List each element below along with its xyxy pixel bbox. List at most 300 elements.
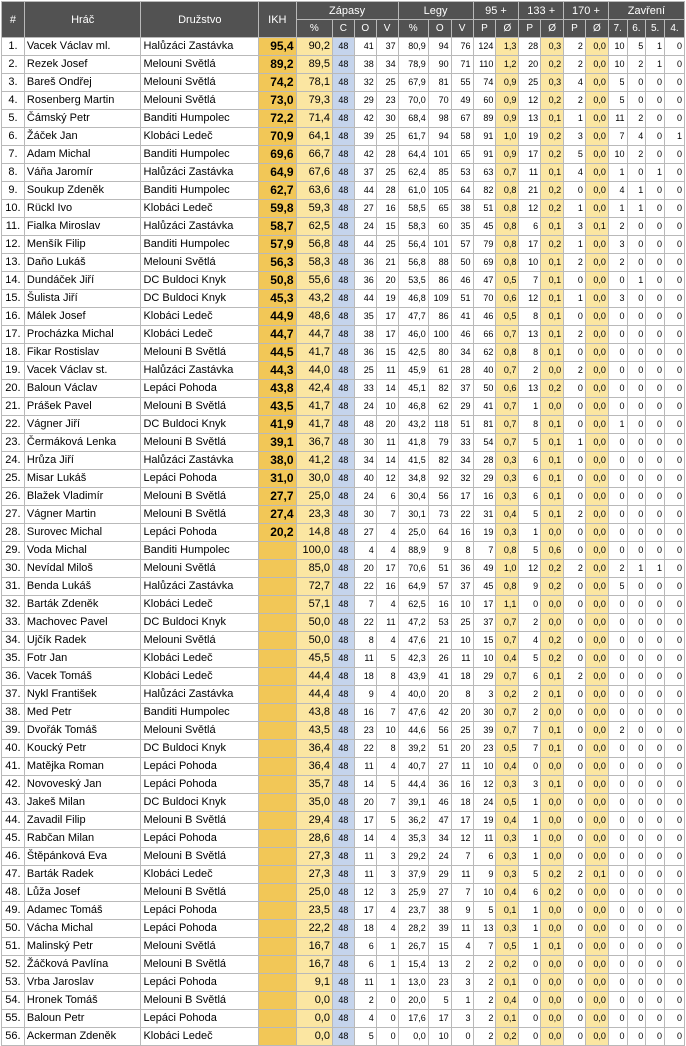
close4-cell: 0 bbox=[665, 560, 685, 578]
close4-cell: 0 bbox=[665, 434, 685, 452]
match-o-cell: 9 bbox=[354, 686, 376, 704]
s170-avg-cell: 0,0 bbox=[585, 38, 608, 56]
table-row[interactable] bbox=[2, 398, 685, 416]
rank-cell: 16. bbox=[2, 308, 25, 326]
rank-cell: 5. bbox=[2, 110, 25, 128]
match-v-cell: 37 bbox=[376, 38, 398, 56]
match-o-cell: 8 bbox=[354, 632, 376, 650]
close7-cell: 0 bbox=[608, 776, 627, 794]
subheader-cell[interactable]: P bbox=[519, 20, 541, 38]
leg-pct-cell: 36,2 bbox=[398, 812, 428, 830]
match-pct-cell: 16,7 bbox=[296, 938, 332, 956]
subheader-cell[interactable]: 7. bbox=[608, 20, 627, 38]
close4-cell: 0 bbox=[665, 758, 685, 776]
close6-cell: 1 bbox=[627, 200, 646, 218]
s95-avg-cell: 0,7 bbox=[496, 416, 519, 434]
s170-p-cell: 0 bbox=[564, 398, 586, 416]
team-cell: Melouni B Světlá bbox=[141, 398, 259, 416]
close7-cell: 2 bbox=[608, 722, 627, 740]
subheader-cell[interactable]: Ø bbox=[496, 20, 519, 38]
table-row[interactable] bbox=[2, 200, 685, 218]
s95-avg-cell: 0,5 bbox=[496, 740, 519, 758]
team-cell: Melouni B Světlá bbox=[141, 488, 259, 506]
leg-v-cell: 37 bbox=[451, 578, 473, 596]
close4-cell: 0 bbox=[665, 614, 685, 632]
table-row[interactable] bbox=[2, 830, 685, 848]
leg-pct-cell: 64,4 bbox=[398, 146, 428, 164]
match-c-cell: 48 bbox=[332, 308, 354, 326]
close7-cell: 0 bbox=[608, 740, 627, 758]
table-row[interactable] bbox=[2, 974, 685, 992]
table-row[interactable] bbox=[2, 542, 685, 560]
player-cell: Čámský Petr bbox=[24, 110, 141, 128]
close6-cell: 0 bbox=[627, 758, 646, 776]
s95-avg-cell: 0,8 bbox=[496, 578, 519, 596]
table-row[interactable] bbox=[2, 416, 685, 434]
s133-avg-cell: 0,0 bbox=[541, 974, 564, 992]
table-row[interactable] bbox=[2, 344, 685, 362]
match-o-cell: 2 bbox=[354, 992, 376, 1010]
close6-cell: 0 bbox=[627, 416, 646, 434]
table-row[interactable] bbox=[2, 776, 685, 794]
leg-v-cell: 34 bbox=[451, 344, 473, 362]
col-ikh-header[interactable]: IKH bbox=[259, 2, 296, 38]
match-o-cell: 18 bbox=[354, 668, 376, 686]
col-player-header[interactable]: Hráč bbox=[24, 2, 141, 38]
s95-avg-cell: 0,3 bbox=[496, 920, 519, 938]
table-row[interactable] bbox=[2, 506, 685, 524]
rank-cell: 33. bbox=[2, 614, 25, 632]
subheader-cell[interactable]: O bbox=[428, 20, 451, 38]
match-pct-cell: 43,8 bbox=[296, 704, 332, 722]
subheader-cell[interactable]: P bbox=[564, 20, 586, 38]
table-row[interactable] bbox=[2, 668, 685, 686]
player-cell: Vacek Václav ml. bbox=[24, 38, 141, 56]
player-cell: Nykl František bbox=[24, 686, 141, 704]
match-v-cell: 4 bbox=[376, 920, 398, 938]
s133-avg-cell: 0,0 bbox=[541, 596, 564, 614]
table-row[interactable] bbox=[2, 650, 685, 668]
match-c-cell: 48 bbox=[332, 290, 354, 308]
s170-avg-cell: 0,0 bbox=[585, 794, 608, 812]
table-row[interactable] bbox=[2, 686, 685, 704]
leg-pct-cell: 13,0 bbox=[398, 974, 428, 992]
table-row[interactable] bbox=[2, 290, 685, 308]
match-c-cell: 48 bbox=[332, 938, 354, 956]
s95-p-cell: 49 bbox=[473, 560, 496, 578]
close7-cell: 0 bbox=[608, 452, 627, 470]
close7-cell: 0 bbox=[608, 326, 627, 344]
s170-p-cell: 2 bbox=[564, 668, 586, 686]
table-row[interactable] bbox=[2, 1010, 685, 1028]
table-row[interactable] bbox=[2, 614, 685, 632]
s170-avg-cell: 0,0 bbox=[585, 272, 608, 290]
team-cell: Banditi Humpolec bbox=[141, 110, 259, 128]
match-o-cell: 20 bbox=[354, 794, 376, 812]
match-v-cell: 4 bbox=[376, 830, 398, 848]
match-v-cell: 14 bbox=[376, 380, 398, 398]
match-c-cell: 48 bbox=[332, 110, 354, 128]
table-row[interactable] bbox=[2, 1028, 685, 1046]
table-row[interactable] bbox=[2, 164, 685, 182]
team-cell: Halůzáci Zastávka bbox=[141, 686, 259, 704]
match-o-cell: 35 bbox=[354, 308, 376, 326]
subheader-cell[interactable]: 4. bbox=[665, 20, 685, 38]
leg-o-cell: 23 bbox=[428, 974, 451, 992]
close5-cell: 0 bbox=[646, 272, 665, 290]
close6-cell: 0 bbox=[627, 1010, 646, 1028]
rank-cell: 13. bbox=[2, 254, 25, 272]
leg-o-cell: 47 bbox=[428, 812, 451, 830]
rank-cell: 53. bbox=[2, 974, 25, 992]
match-pct-cell: 29,4 bbox=[296, 812, 332, 830]
close7-cell: 0 bbox=[608, 362, 627, 380]
s170-avg-cell: 0,0 bbox=[585, 740, 608, 758]
s170-avg-cell: 0,0 bbox=[585, 938, 608, 956]
close5-cell: 0 bbox=[646, 866, 665, 884]
s133-p-cell: 0 bbox=[519, 1028, 541, 1046]
close6-cell: 0 bbox=[627, 866, 646, 884]
match-o-cell: 4 bbox=[354, 1010, 376, 1028]
close6-cell: 2 bbox=[627, 146, 646, 164]
match-pct-cell: 0,0 bbox=[296, 992, 332, 1010]
s95-p-cell: 7 bbox=[473, 938, 496, 956]
team-cell: DC Buldoci Knyk bbox=[141, 794, 259, 812]
s170-avg-cell: 0,0 bbox=[585, 164, 608, 182]
rank-cell: 7. bbox=[2, 146, 25, 164]
close4-cell: 0 bbox=[665, 380, 685, 398]
match-o-cell: 32 bbox=[354, 74, 376, 92]
s95-p-cell: 91 bbox=[473, 128, 496, 146]
table-row[interactable] bbox=[2, 56, 685, 74]
s95-p-cell: 16 bbox=[473, 488, 496, 506]
rank-cell: 35. bbox=[2, 650, 25, 668]
s95-avg-cell: 0,3 bbox=[496, 848, 519, 866]
match-pct-cell: 44,0 bbox=[296, 362, 332, 380]
player-cell: Ujčík Radek bbox=[24, 632, 141, 650]
close5-cell: 0 bbox=[646, 146, 665, 164]
close5-cell: 0 bbox=[646, 920, 665, 938]
table-row[interactable] bbox=[2, 110, 685, 128]
match-pct-cell: 14,8 bbox=[296, 524, 332, 542]
table-row[interactable] bbox=[2, 740, 685, 758]
player-cell: Baloun Václav bbox=[24, 380, 141, 398]
s170-avg-cell: 0,1 bbox=[585, 218, 608, 236]
match-c-cell: 48 bbox=[332, 416, 354, 434]
player-cell: Prášek Pavel bbox=[24, 398, 141, 416]
match-pct-cell: 100,0 bbox=[296, 542, 332, 560]
table-row[interactable] bbox=[2, 794, 685, 812]
s95-p-cell: 66 bbox=[473, 326, 496, 344]
s95-avg-cell: 0,7 bbox=[496, 398, 519, 416]
table-row[interactable] bbox=[2, 920, 685, 938]
player-cell: Málek Josef bbox=[24, 308, 141, 326]
leg-pct-cell: 78,9 bbox=[398, 56, 428, 74]
match-v-cell: 10 bbox=[376, 398, 398, 416]
s133-avg-cell: 0,0 bbox=[541, 524, 564, 542]
s133-p-cell: 6 bbox=[519, 452, 541, 470]
close4-cell: 0 bbox=[665, 794, 685, 812]
s170-p-cell: 3 bbox=[564, 218, 586, 236]
close7-cell: 1 bbox=[608, 164, 627, 182]
table-row[interactable] bbox=[2, 848, 685, 866]
close6-cell: 0 bbox=[627, 938, 646, 956]
close5-cell: 1 bbox=[646, 164, 665, 182]
table-row[interactable] bbox=[2, 272, 685, 290]
s95-avg-cell: 1,3 bbox=[496, 38, 519, 56]
player-cell: Žáčková Pavlína bbox=[24, 956, 141, 974]
table-row[interactable] bbox=[2, 884, 685, 902]
match-o-cell: 12 bbox=[354, 884, 376, 902]
table-row[interactable] bbox=[2, 488, 685, 506]
leg-v-cell: 25 bbox=[451, 614, 473, 632]
subheader-cell[interactable]: % bbox=[398, 20, 428, 38]
player-cell: Blažek Vladimír bbox=[24, 488, 141, 506]
table-row[interactable] bbox=[2, 182, 685, 200]
rank-cell: 56. bbox=[2, 1028, 25, 1046]
table-row[interactable] bbox=[2, 146, 685, 164]
leg-o-cell: 29 bbox=[428, 866, 451, 884]
table-row[interactable] bbox=[2, 38, 685, 56]
match-o-cell: 44 bbox=[354, 182, 376, 200]
s170-avg-cell: 0,0 bbox=[585, 128, 608, 146]
s133-p-cell: 13 bbox=[519, 110, 541, 128]
match-pct-cell: 23,3 bbox=[296, 506, 332, 524]
ikh-cell: 59,8 bbox=[259, 200, 296, 218]
close5-cell: 0 bbox=[646, 938, 665, 956]
table-row[interactable] bbox=[2, 470, 685, 488]
subheader-cell[interactable]: O bbox=[354, 20, 376, 38]
subheader-cell[interactable]: Ø bbox=[541, 20, 564, 38]
leg-pct-cell: 58,3 bbox=[398, 218, 428, 236]
table-row[interactable] bbox=[2, 452, 685, 470]
rank-cell: 24. bbox=[2, 452, 25, 470]
matches-group-header: Zápasy bbox=[296, 2, 398, 20]
close6-cell: 2 bbox=[627, 110, 646, 128]
close4-cell: 0 bbox=[665, 866, 685, 884]
table-row[interactable] bbox=[2, 596, 685, 614]
close7-cell: 0 bbox=[608, 956, 627, 974]
match-o-cell: 42 bbox=[354, 110, 376, 128]
s95-p-cell: 37 bbox=[473, 614, 496, 632]
s170-p-cell: 0 bbox=[564, 830, 586, 848]
subheader-cell[interactable]: 6. bbox=[627, 20, 646, 38]
s170-avg-cell: 0,0 bbox=[585, 254, 608, 272]
leg-o-cell: 73 bbox=[428, 506, 451, 524]
table-row[interactable] bbox=[2, 434, 685, 452]
s133-avg-cell: 0,2 bbox=[541, 182, 564, 200]
s133-avg-cell: 0,1 bbox=[541, 272, 564, 290]
close6-cell: 0 bbox=[627, 236, 646, 254]
match-c-cell: 48 bbox=[332, 146, 354, 164]
match-o-cell: 11 bbox=[354, 974, 376, 992]
subheader-cell[interactable]: % bbox=[296, 20, 332, 38]
table-row[interactable] bbox=[2, 992, 685, 1010]
leg-v-cell: 7 bbox=[451, 884, 473, 902]
close4-cell: 0 bbox=[665, 542, 685, 560]
table-row[interactable] bbox=[2, 254, 685, 272]
table-row[interactable] bbox=[2, 218, 685, 236]
rank-cell: 10. bbox=[2, 200, 25, 218]
subheader-cell[interactable]: 5. bbox=[646, 20, 665, 38]
subheader-cell[interactable]: V bbox=[376, 20, 398, 38]
match-v-cell: 28 bbox=[376, 146, 398, 164]
s170-avg-cell: 0,0 bbox=[585, 416, 608, 434]
rank-cell: 50. bbox=[2, 920, 25, 938]
col-team-header[interactable]: Družstvo bbox=[141, 2, 259, 38]
rank-cell: 12. bbox=[2, 236, 25, 254]
table-row[interactable] bbox=[2, 902, 685, 920]
col-rank-header[interactable]: # bbox=[2, 2, 25, 38]
table-row[interactable] bbox=[2, 236, 685, 254]
match-v-cell: 7 bbox=[376, 704, 398, 722]
ikh-cell bbox=[259, 578, 296, 596]
table-row[interactable] bbox=[2, 956, 685, 974]
subheader-cell[interactable]: Ø bbox=[585, 20, 608, 38]
match-c-cell: 48 bbox=[332, 524, 354, 542]
s133-avg-cell: 0,0 bbox=[541, 956, 564, 974]
match-v-cell: 15 bbox=[376, 344, 398, 362]
close5-cell: 0 bbox=[646, 452, 665, 470]
ikh-cell: 44,5 bbox=[259, 344, 296, 362]
close4-cell: 0 bbox=[665, 776, 685, 794]
leg-v-cell: 22 bbox=[451, 506, 473, 524]
match-o-cell: 11 bbox=[354, 758, 376, 776]
table-row[interactable] bbox=[2, 74, 685, 92]
table-row[interactable] bbox=[2, 560, 685, 578]
s170-p-cell: 2 bbox=[564, 506, 586, 524]
s95-p-cell: 54 bbox=[473, 434, 496, 452]
subheader-cell[interactable]: V bbox=[451, 20, 473, 38]
s95-p-cell: 110 bbox=[473, 56, 496, 74]
rank-cell: 19. bbox=[2, 362, 25, 380]
close5-cell: 0 bbox=[646, 722, 665, 740]
s133-p-cell: 2 bbox=[519, 686, 541, 704]
s133-avg-cell: 0,1 bbox=[541, 308, 564, 326]
table-row[interactable] bbox=[2, 578, 685, 596]
subheader-cell[interactable]: C bbox=[332, 20, 354, 38]
match-v-cell: 4 bbox=[376, 902, 398, 920]
s170-p-cell: 0 bbox=[564, 992, 586, 1010]
ikh-cell bbox=[259, 830, 296, 848]
team-cell: Halůzáci Zastávka bbox=[141, 38, 259, 56]
match-c-cell: 48 bbox=[332, 578, 354, 596]
match-pct-cell: 89,5 bbox=[296, 56, 332, 74]
match-pct-cell: 41,7 bbox=[296, 398, 332, 416]
match-pct-cell: 44,4 bbox=[296, 668, 332, 686]
table-row[interactable] bbox=[2, 722, 685, 740]
team-cell: Melouni B Světlá bbox=[141, 434, 259, 452]
match-o-cell: 5 bbox=[354, 1028, 376, 1046]
leg-pct-cell: 88,9 bbox=[398, 542, 428, 560]
ikh-cell bbox=[259, 812, 296, 830]
leg-pct-cell: 64,9 bbox=[398, 578, 428, 596]
leg-pct-cell: 47,6 bbox=[398, 632, 428, 650]
table-row[interactable] bbox=[2, 308, 685, 326]
table-row[interactable] bbox=[2, 362, 685, 380]
s95-p-cell: 79 bbox=[473, 236, 496, 254]
ikh-cell bbox=[259, 956, 296, 974]
match-c-cell: 48 bbox=[332, 740, 354, 758]
match-pct-cell: 0,0 bbox=[296, 1010, 332, 1028]
close7-cell: 0 bbox=[608, 632, 627, 650]
match-c-cell: 48 bbox=[332, 866, 354, 884]
leg-pct-cell: 67,9 bbox=[398, 74, 428, 92]
match-pct-cell: 67,6 bbox=[296, 164, 332, 182]
s133-p-cell: 0 bbox=[519, 596, 541, 614]
match-c-cell: 48 bbox=[332, 956, 354, 974]
table-row[interactable] bbox=[2, 92, 685, 110]
close6-cell: 0 bbox=[627, 434, 646, 452]
close4-cell: 0 bbox=[665, 38, 685, 56]
s133-p-cell: 13 bbox=[519, 380, 541, 398]
match-o-cell: 44 bbox=[354, 290, 376, 308]
s95-p-cell: 5 bbox=[473, 902, 496, 920]
table-row[interactable] bbox=[2, 632, 685, 650]
s95-p-cell: 19 bbox=[473, 524, 496, 542]
table-row[interactable] bbox=[2, 326, 685, 344]
rank-cell: 38. bbox=[2, 704, 25, 722]
leg-o-cell: 10 bbox=[428, 1028, 451, 1046]
leg-pct-cell: 53,5 bbox=[398, 272, 428, 290]
player-cell: Rabčan Milan bbox=[24, 830, 141, 848]
table-row[interactable] bbox=[2, 812, 685, 830]
s170-p-cell: 0 bbox=[564, 938, 586, 956]
team-cell: DC Buldoci Knyk bbox=[141, 272, 259, 290]
table-row[interactable] bbox=[2, 866, 685, 884]
s133-p-cell: 6 bbox=[519, 668, 541, 686]
s133-p-cell: 5 bbox=[519, 434, 541, 452]
close5-cell: 0 bbox=[646, 812, 665, 830]
leg-o-cell: 34 bbox=[428, 830, 451, 848]
leg-pct-cell: 40,7 bbox=[398, 758, 428, 776]
match-o-cell: 4 bbox=[354, 542, 376, 560]
match-o-cell: 24 bbox=[354, 398, 376, 416]
table-row[interactable] bbox=[2, 380, 685, 398]
s95-avg-cell: 0,1 bbox=[496, 1010, 519, 1028]
s133-p-cell: 9 bbox=[519, 578, 541, 596]
team-cell: Melouni Světlá bbox=[141, 722, 259, 740]
table-row[interactable] bbox=[2, 938, 685, 956]
s95-p-cell: 7 bbox=[473, 542, 496, 560]
s170-avg-cell: 0,0 bbox=[585, 830, 608, 848]
match-o-cell: 40 bbox=[354, 470, 376, 488]
leg-o-cell: 17 bbox=[428, 1010, 451, 1028]
close7-cell: 3 bbox=[608, 236, 627, 254]
table-row[interactable] bbox=[2, 524, 685, 542]
leg-v-cell: 50 bbox=[451, 254, 473, 272]
table-body bbox=[2, 38, 685, 1046]
s95-p-cell: 29 bbox=[473, 470, 496, 488]
rank-cell: 8. bbox=[2, 164, 25, 182]
table-row[interactable] bbox=[2, 704, 685, 722]
match-c-cell: 48 bbox=[332, 884, 354, 902]
match-pct-cell: 42,4 bbox=[296, 380, 332, 398]
s95-avg-cell: 0,7 bbox=[496, 434, 519, 452]
s95-avg-cell: 0,9 bbox=[496, 110, 519, 128]
leg-o-cell: 101 bbox=[428, 236, 451, 254]
close6-cell: 0 bbox=[627, 398, 646, 416]
subheader-cell[interactable]: P bbox=[473, 20, 496, 38]
s133-p-cell: 6 bbox=[519, 218, 541, 236]
s133-p-cell: 6 bbox=[519, 488, 541, 506]
table-row[interactable] bbox=[2, 128, 685, 146]
s170-p-cell: 0 bbox=[564, 704, 586, 722]
match-o-cell: 25 bbox=[354, 362, 376, 380]
leg-pct-cell: 23,7 bbox=[398, 902, 428, 920]
table-row[interactable] bbox=[2, 758, 685, 776]
match-o-cell: 34 bbox=[354, 452, 376, 470]
